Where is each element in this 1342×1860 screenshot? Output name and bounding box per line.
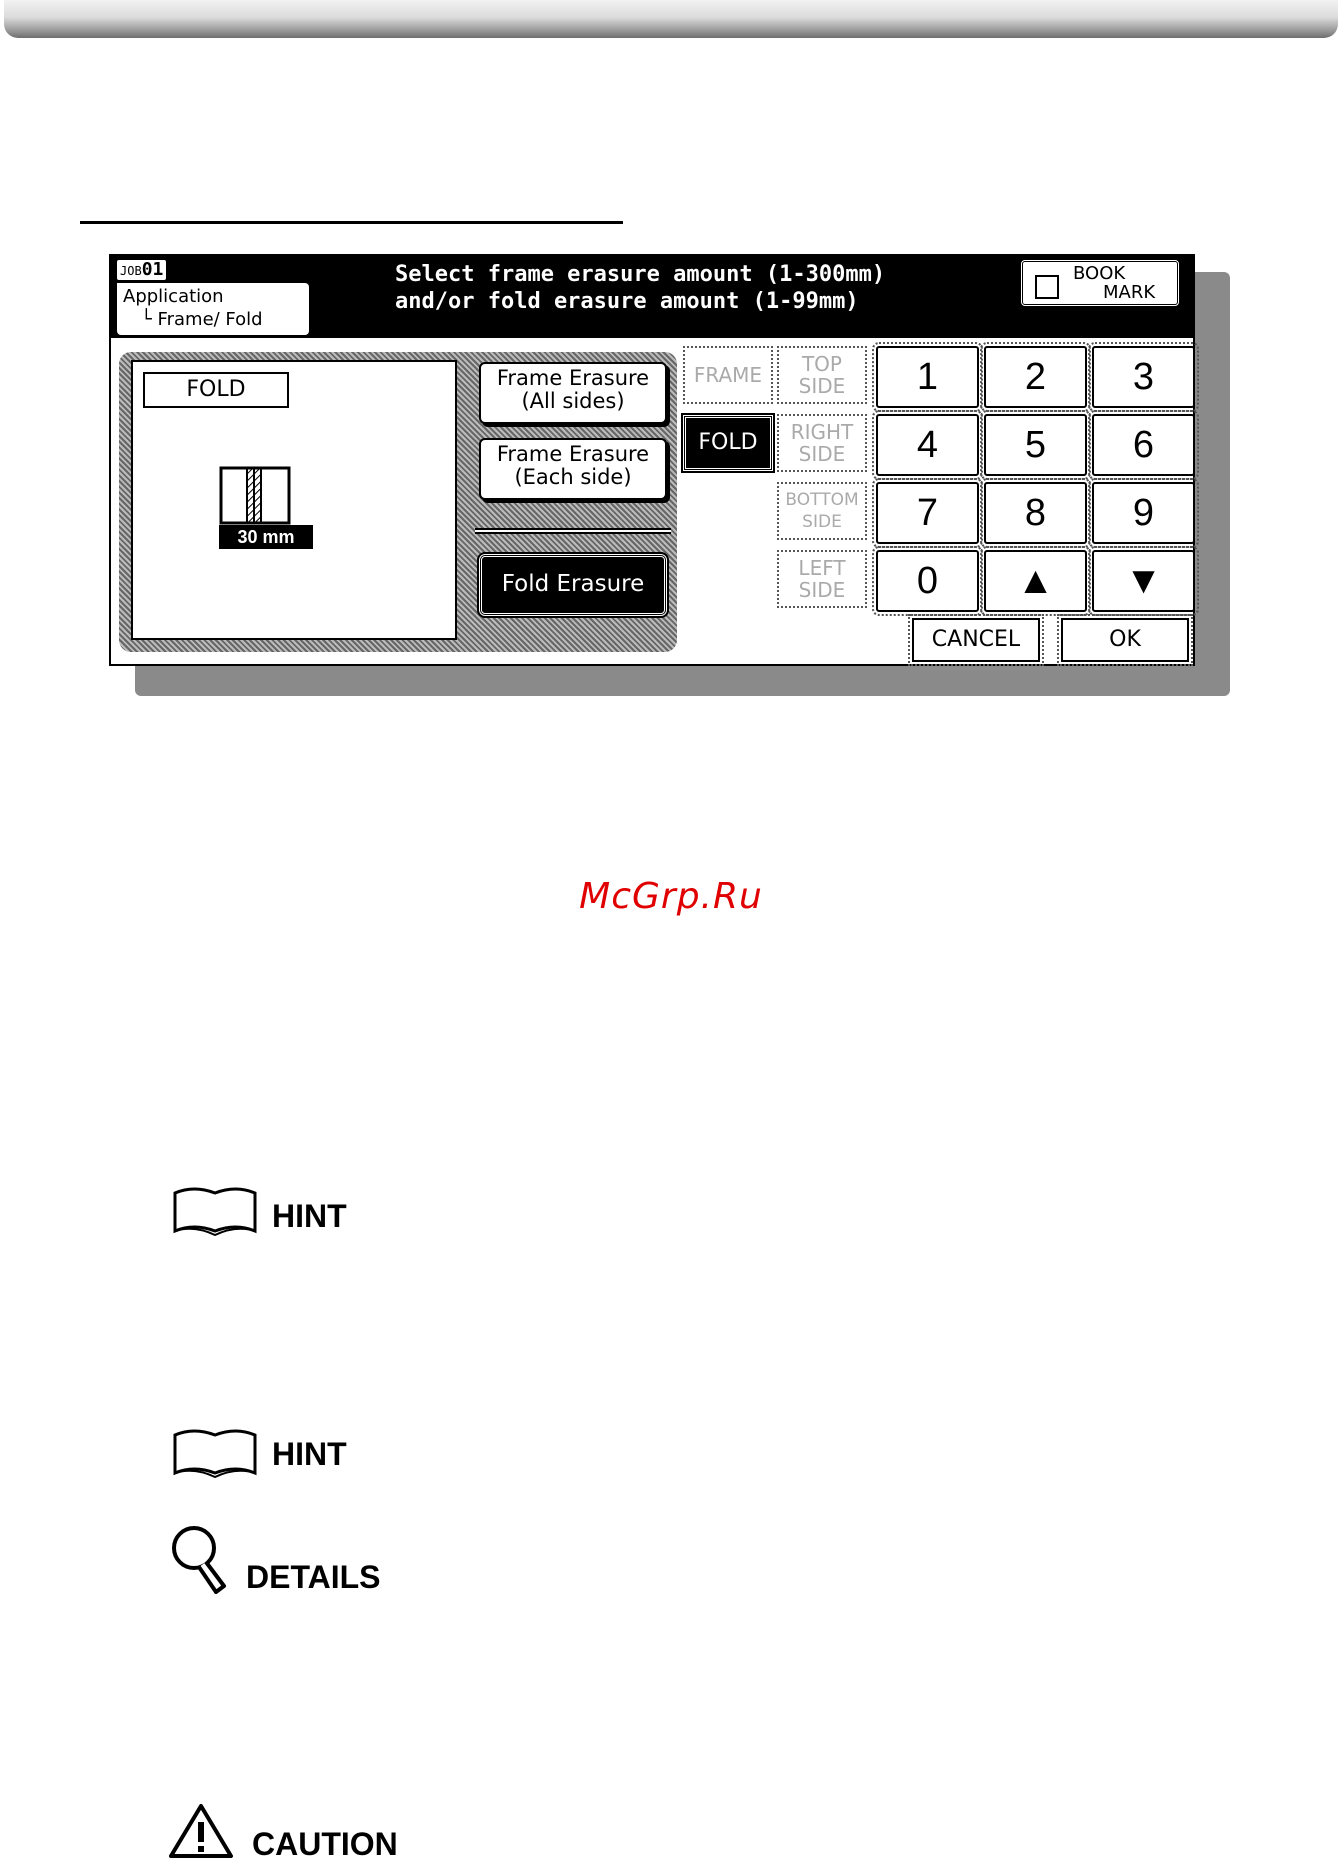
- key-5[interactable]: 5: [984, 414, 1087, 476]
- key-2[interactable]: 2: [984, 346, 1087, 408]
- key-1[interactable]: 1: [876, 346, 979, 408]
- hint-heading-1: HINT: [272, 1198, 347, 1234]
- mode-divider: [475, 528, 671, 534]
- left-side-label-1: LEFT: [798, 556, 846, 580]
- key-3[interactable]: 3: [1092, 346, 1195, 408]
- book-icon: [172, 1185, 258, 1239]
- job-number: 01: [141, 259, 164, 280]
- magnifier-icon: [168, 1522, 232, 1594]
- section-rule: [80, 221, 623, 224]
- page-header-bar: [4, 0, 1338, 38]
- fold-erasure-button[interactable]: Fold Erasure: [479, 554, 667, 616]
- right-side-button[interactable]: [777, 414, 867, 472]
- bottom-side-label-2: SIDE: [802, 512, 842, 532]
- key-7[interactable]: 7: [876, 482, 979, 544]
- frame-side-button[interactable]: FRAME: [683, 346, 773, 404]
- cancel-button[interactable]: CANCEL: [912, 618, 1040, 662]
- caution-heading: CAUTION: [252, 1826, 398, 1860]
- key-8[interactable]: 8: [984, 482, 1087, 544]
- bottom-side-label-1: BOTTOM: [785, 490, 859, 510]
- control-panel-screen: [109, 254, 1195, 666]
- frame-all-label-2: (All sides): [521, 389, 625, 413]
- left-side-label-2: SIDE: [798, 578, 846, 602]
- top-side-label-2: SIDE: [798, 374, 846, 398]
- instruction-message: [395, 261, 885, 315]
- erasure-mode-panel: [119, 352, 677, 652]
- bookmark-label-2: MARK: [1103, 282, 1156, 303]
- breadcrumb-application: Application: [123, 286, 224, 307]
- ok-button[interactable]: OK: [1061, 618, 1189, 662]
- warning-icon: [168, 1802, 234, 1858]
- frame-erasure-all-sides-button[interactable]: [479, 362, 667, 424]
- frame-erasure-each-side-button[interactable]: [479, 438, 667, 500]
- watermark: McGrp.Ru: [579, 876, 763, 917]
- breadcrumb: [117, 283, 309, 335]
- down-arrow-icon[interactable]: ▼: [1092, 550, 1195, 612]
- message-line-1: Select frame erasure amount (1-300mm): [395, 262, 886, 287]
- key-0[interactable]: 0: [876, 550, 979, 612]
- breadcrumb-frame-fold: └ Frame/ Fold: [141, 309, 263, 330]
- key-9[interactable]: 9: [1092, 482, 1195, 544]
- message-line-2: and/or fold erasure amount (1-99mm): [395, 289, 859, 314]
- key-6[interactable]: 6: [1092, 414, 1195, 476]
- up-arrow-icon[interactable]: ▲: [984, 550, 1087, 612]
- screen-header: [111, 256, 1193, 338]
- bookmark-label-1: BOOK: [1073, 263, 1126, 284]
- book-icon: [172, 1427, 258, 1481]
- frame-each-label-1: Frame Erasure: [496, 442, 650, 466]
- preview-mode-label: FOLD: [143, 372, 289, 408]
- bookmark-checkbox-icon: [1035, 275, 1059, 299]
- frame-each-label-2: (Each side): [514, 465, 632, 489]
- frame-all-label-1: Frame Erasure: [496, 366, 650, 390]
- right-side-label-1: RIGHT: [790, 420, 854, 444]
- hint-heading-2: HINT: [272, 1436, 347, 1472]
- right-side-label-2: SIDE: [798, 442, 846, 466]
- bottom-side-button[interactable]: [777, 482, 867, 540]
- fold-side-button[interactable]: FOLD: [683, 415, 773, 471]
- fold-page-icon: [219, 466, 291, 526]
- erasure-preview: [131, 360, 457, 640]
- key-4[interactable]: 4: [876, 414, 979, 476]
- left-side-button[interactable]: [777, 550, 867, 608]
- fold-amount-value: 30 mm: [219, 525, 313, 549]
- details-heading: DETAILS: [246, 1559, 381, 1595]
- job-label: JOB: [120, 264, 142, 278]
- top-side-label-1: TOP: [801, 352, 842, 376]
- top-side-button[interactable]: [777, 346, 867, 404]
- bookmark-button[interactable]: [1020, 259, 1180, 307]
- job-indicator: [117, 260, 166, 280]
